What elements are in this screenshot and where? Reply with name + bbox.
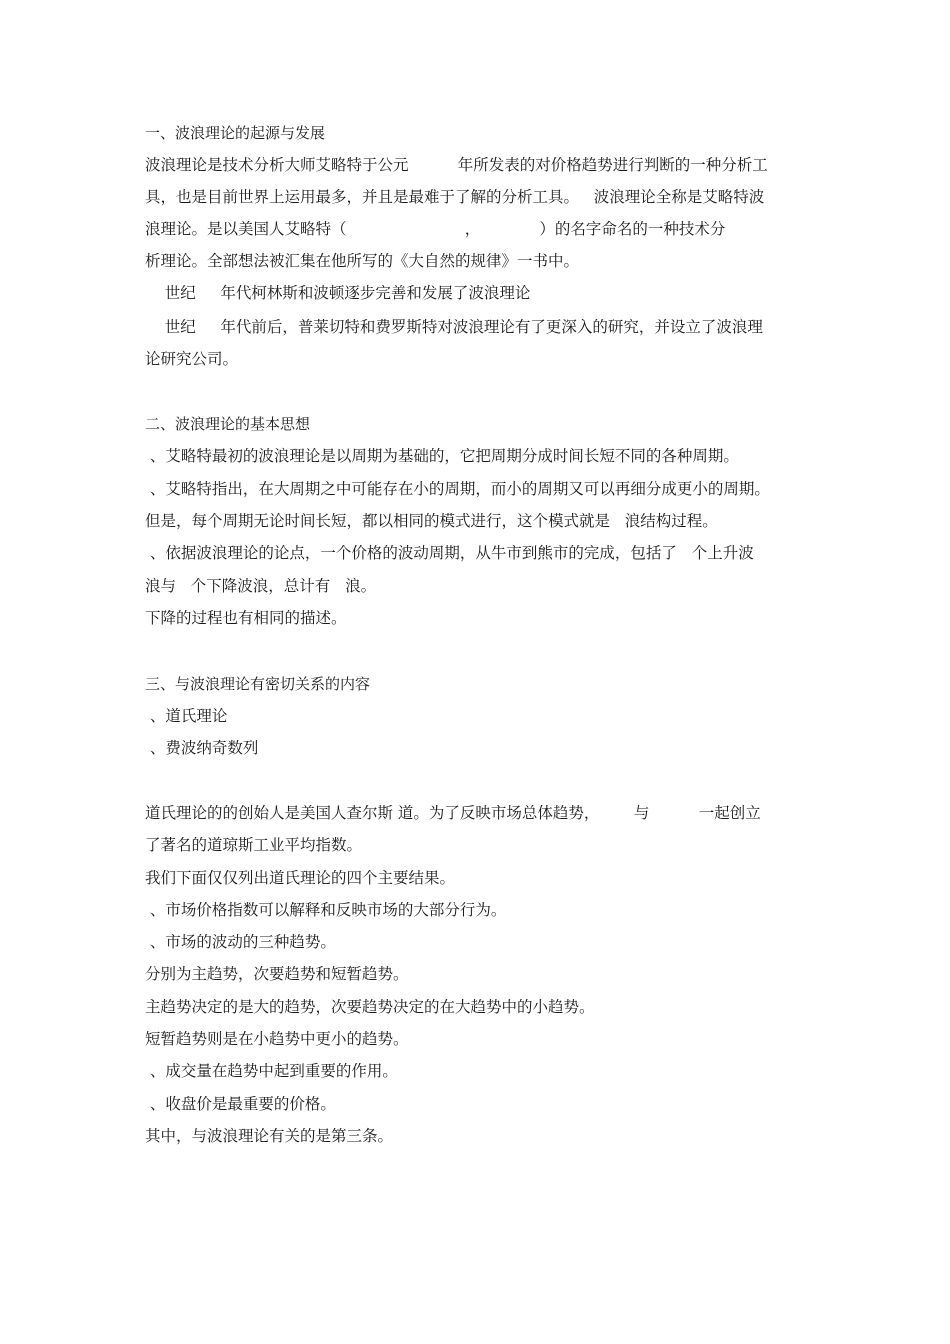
body-line: 分别为主趋势，次要趋势和短暂趋势。 — [145, 965, 409, 983]
body-line: 其中，与波浪理论有关的是第三条。 — [145, 1127, 394, 1145]
section-2-line: 、依据波浪理论的论点，一个价格的波动周期，从牛市到熊市的完成，包括了 个上升波 — [145, 544, 754, 562]
body-line: 主趋势决定的是大的趋势，次要趋势决定的在大趋势中的小趋势。 — [145, 998, 595, 1016]
body-line: 短暂趋势则是在小趋势中更小的趋势。 — [145, 1030, 409, 1048]
section-2-line: 、艾略特指出，在大周期之中可能存在小的周期，而小的周期又可以再细分成更小的周期。 — [145, 480, 770, 498]
section-1-line: 具，也是目前世界上运用最多，并且是最难于了解的分析工具。 波浪理论全称是艾略特波 — [145, 188, 765, 206]
section-1-line: 世纪 年代前后，普莱切特和费罗斯特对波浪理论有了更深入的研究，并设立了波浪理 — [145, 318, 763, 336]
section-1-line: 世纪 年代柯林斯和波顿逐步完善和发展了波浪理论 — [145, 284, 531, 302]
section-2-line: 但是，每个周期无论时间长短，都以相同的模式进行，这个模式就是 浪结构过程。 — [145, 512, 718, 530]
body-line: 、市场价格指数可以解释和反映市场的大部分行为。 — [145, 901, 507, 919]
section-2-line: 、艾略特最初的波浪理论是以周期为基础的，它把周期分成时间长短不同的各种周期。 — [145, 447, 739, 465]
body-line: 了著名的道琼斯工业平均指数。 — [145, 836, 363, 854]
body-line: 、市场的波动的三种趋势。 — [145, 933, 336, 951]
section-1-title: 一、波浪理论的起源与发展 — [145, 124, 326, 142]
section-3-line: 、道氏理论 — [145, 707, 228, 725]
section-3-line: 、费波纳奇数列 — [145, 739, 259, 757]
body-line: 、收盘价是最重要的价格。 — [145, 1095, 336, 1113]
body-line: 我们下面仅仅列出道氏理论的四个主要结果。 — [145, 869, 456, 887]
section-1-line: 波浪理论是技术分析大师艾略特于公元 年所发表的对价格趋势进行判断的一种分析工 — [145, 156, 768, 174]
section-1-line: 析理论。全部想法被汇集在他所写的《大自然的规律》一书中。 — [145, 252, 580, 270]
section-2-title: 二、波浪理论的基本思想 — [145, 415, 311, 433]
section-3-title: 三、与波浪理论有密切关系的内容 — [145, 675, 371, 693]
section-1-line: 浪理论。是以美国人艾略特（ ， ）的名字命名的一种技术分 — [145, 220, 726, 238]
section-2-line: 下降的过程也有相同的描述。 — [145, 609, 347, 627]
section-1-line: 论研究公司。 — [145, 350, 239, 368]
body-line: 道氏理论的的创始人是美国人查尔斯 道。为了反映市场总体趋势， 与 一起创立 — [145, 804, 761, 822]
body-line: 、成交量在趋势中起到重要的作用。 — [145, 1062, 398, 1080]
section-2-line: 浪与 个下降波浪，总计有 浪。 — [145, 577, 377, 595]
